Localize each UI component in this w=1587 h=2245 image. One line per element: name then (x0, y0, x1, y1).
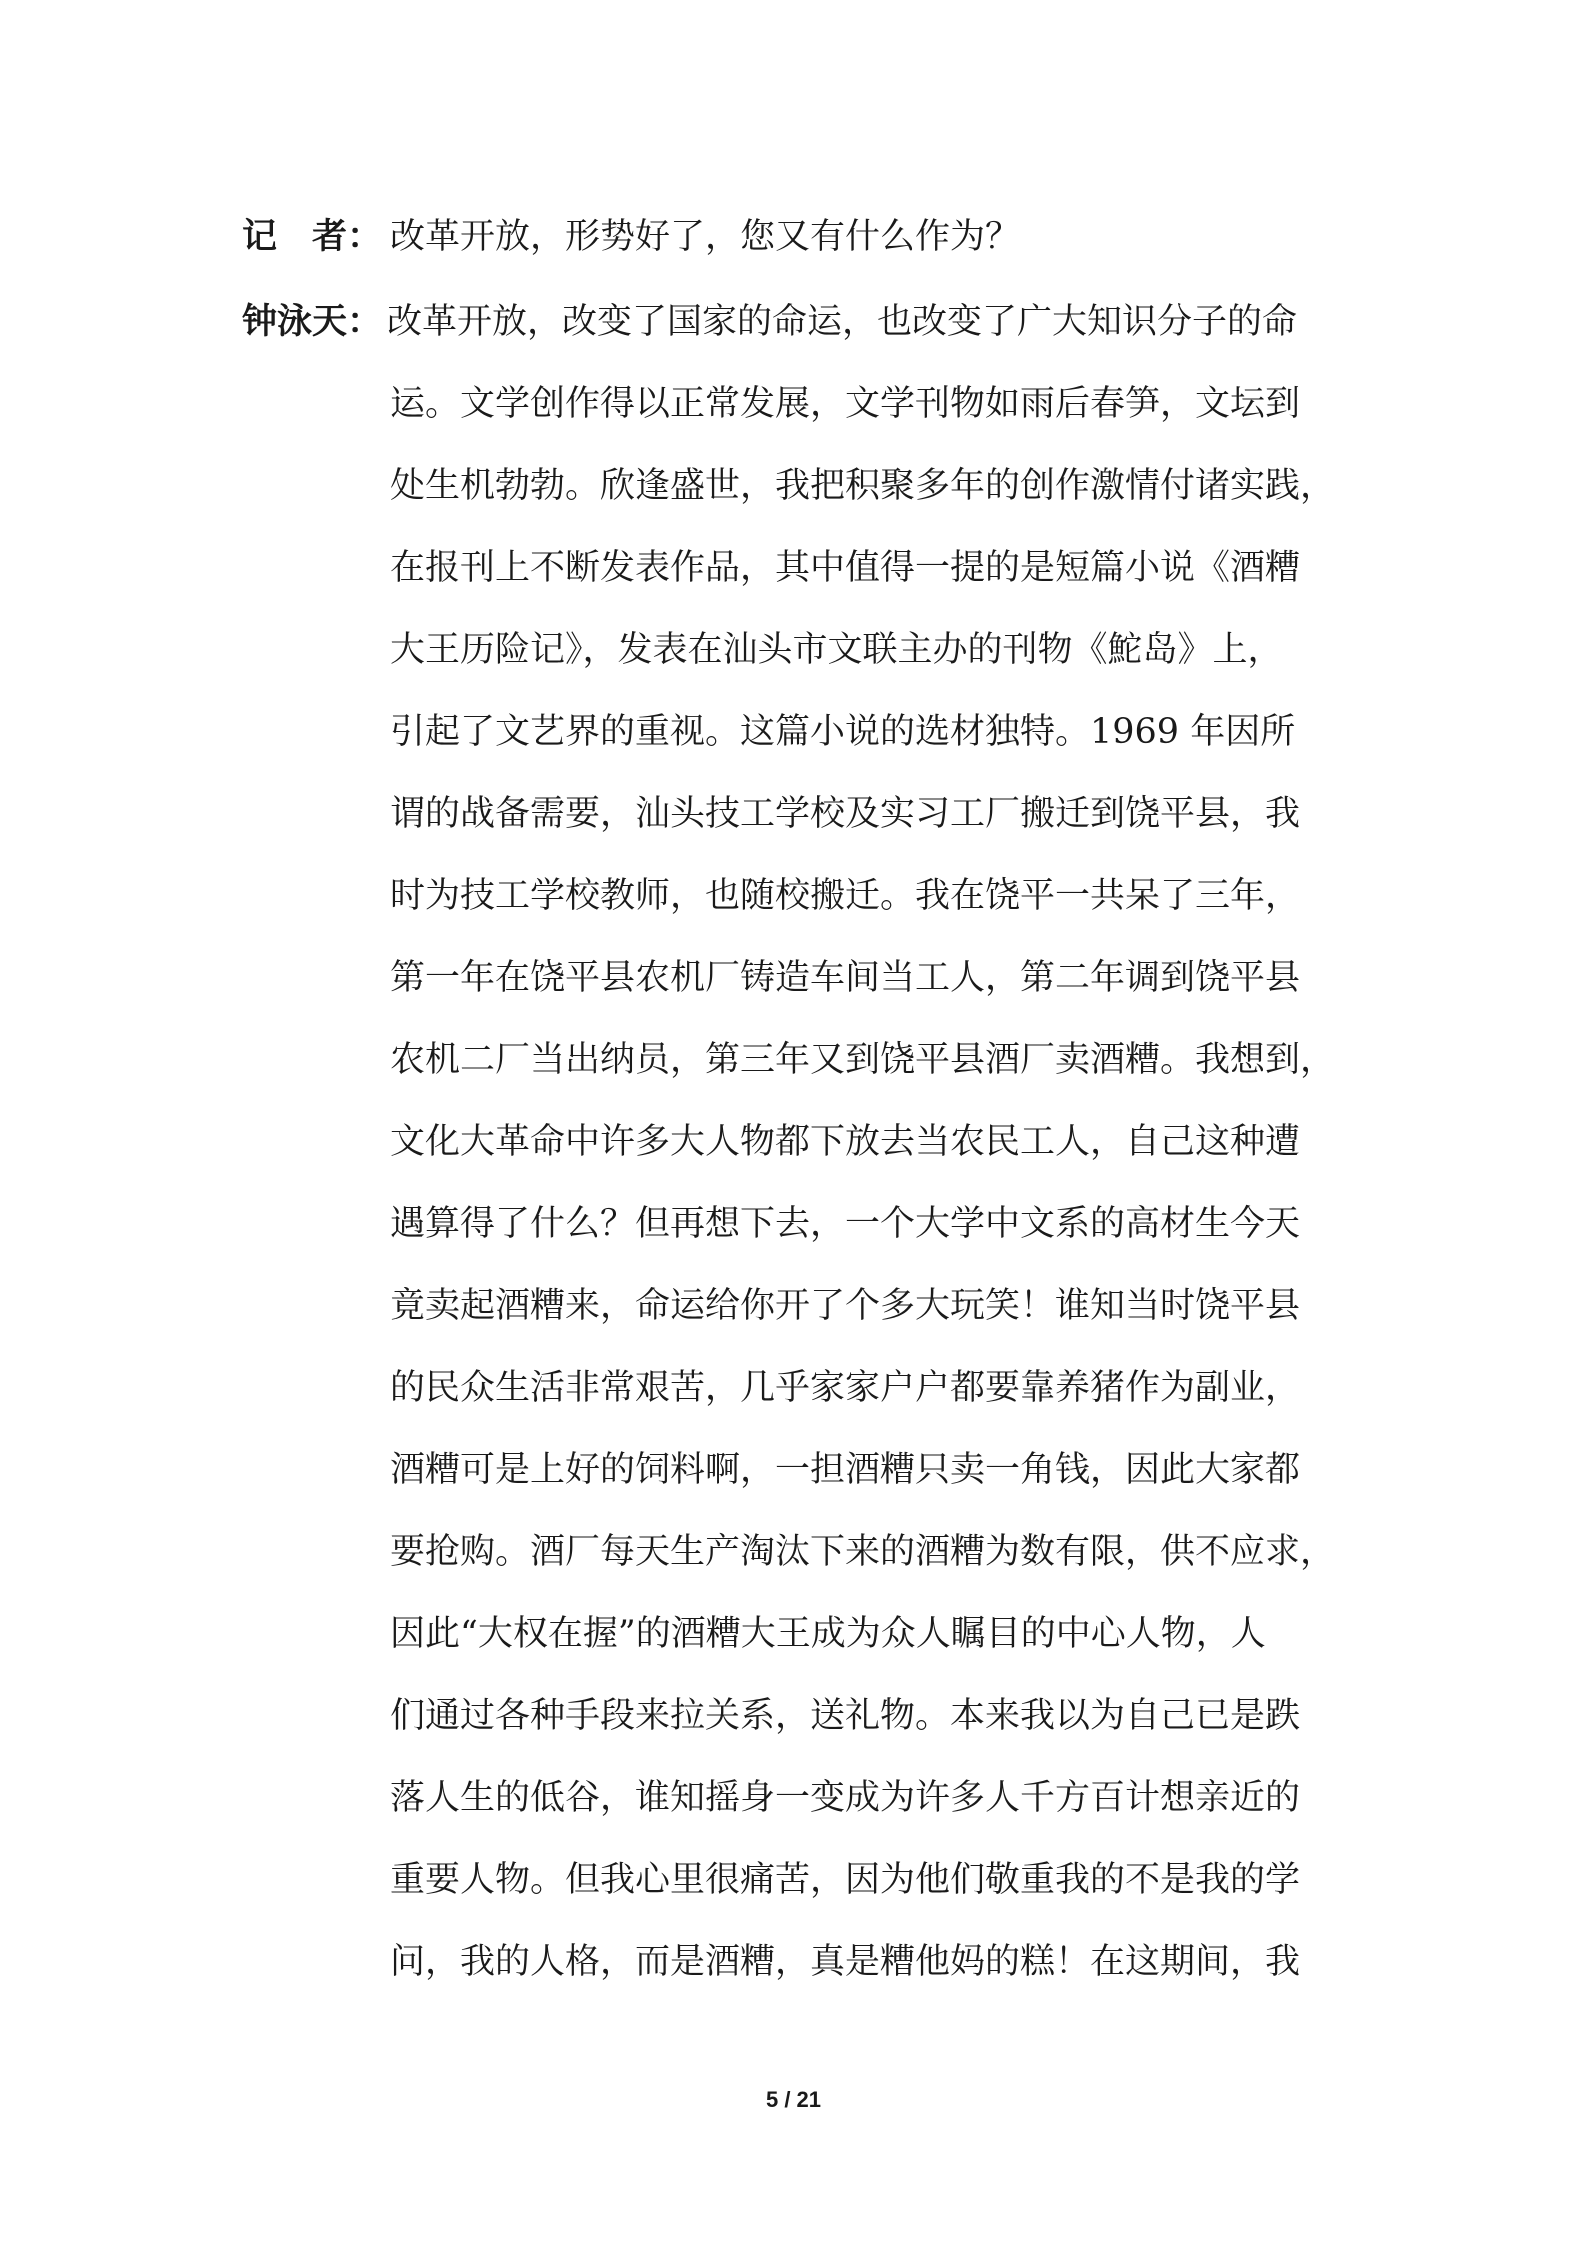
dialogue-line: 处生机勃勃。欣逢盛世，我把积聚多年的创作激情付诸实践， (390, 466, 1336, 506)
dialogue-line: 文化大革命中许多大人物都下放去当农民工人，自己这种遭 (390, 1122, 1301, 1162)
dialogue-line: 改革开放，形势好了，您又有什么作为？ (390, 217, 1021, 257)
dialogue-line: 要抢购。酒厂每天生产淘汰下来的酒糟为数有限，供不应求， (390, 1532, 1336, 1572)
dialogue-line: 引起了文艺界的重视。这篇小说的选材独特。1969 年因所 (390, 712, 1296, 752)
dialogue-line: 谓的战备需要，汕头技工学校及实习工厂搬迁到饶平县，我 (390, 794, 1301, 834)
dialogue-line: 重要人物。但我心里很痛苦，因为他们敬重我的不是我的学 (390, 1860, 1301, 1900)
dialogue-line: 改革开放，改变了国家的命运，也改变了广大知识分子的命 (387, 302, 1298, 342)
dialogue-line: 大王历险记》，发表在汕头市文联主办的刊物《鮀岛》上， (390, 630, 1283, 670)
dialogue-line: 农机二厂当出纳员，第三年又到饶平县酒厂卖酒糟。我想到， (390, 1040, 1336, 1080)
speaker-label-reporter: 记 者： (242, 217, 383, 257)
dialogue-line: 遇算得了什么？但再想下去，一个大学中文系的高材生今天 (390, 1204, 1301, 1244)
dialogue-line: 第一年在饶平县农机厂铸造车间当工人，第二年调到饶平县 (390, 958, 1301, 998)
dialogue-line: 问，我的人格，而是酒糟，真是糟他妈的糕！在这期间，我 (390, 1942, 1301, 1982)
dialogue-line: 时为技工学校教师，也随校搬迁。我在饶平一共呆了三年， (390, 876, 1301, 916)
dialogue-line: 落人生的低谷，谁知摇身一变成为许多人千方百计想亲近的 (390, 1778, 1301, 1818)
dialogue-line: 运。文学创作得以正常发展，文学刊物如雨后春笋，文坛到 (390, 384, 1301, 424)
dialogue-line: 酒糟可是上好的饲料啊，一担酒糟只卖一角钱，因此大家都 (390, 1450, 1301, 1490)
dialogue-line: 们通过各种手段来拉关系，送礼物。本来我以为自己已是跌 (390, 1696, 1301, 1736)
page-number: 5 / 21 (765, 2087, 822, 2112)
dialogue-line: 的民众生活非常艰苦，几乎家家户户都要靠养猪作为副业， (390, 1368, 1301, 1408)
dialogue-line: 竟卖起酒糟来，命运给你开了个多大玩笑！谁知当时饶平县 (390, 1286, 1301, 1326)
dialogue-line: 在报刊上不断发表作品，其中值得一提的是短篇小说《酒糟 (390, 548, 1301, 588)
dialogue-line: 因此“大权在握”的酒糟大王成为众人瞩目的中心人物，人 (390, 1614, 1266, 1654)
speaker-label-interviewee: 钟泳天： (242, 302, 383, 342)
